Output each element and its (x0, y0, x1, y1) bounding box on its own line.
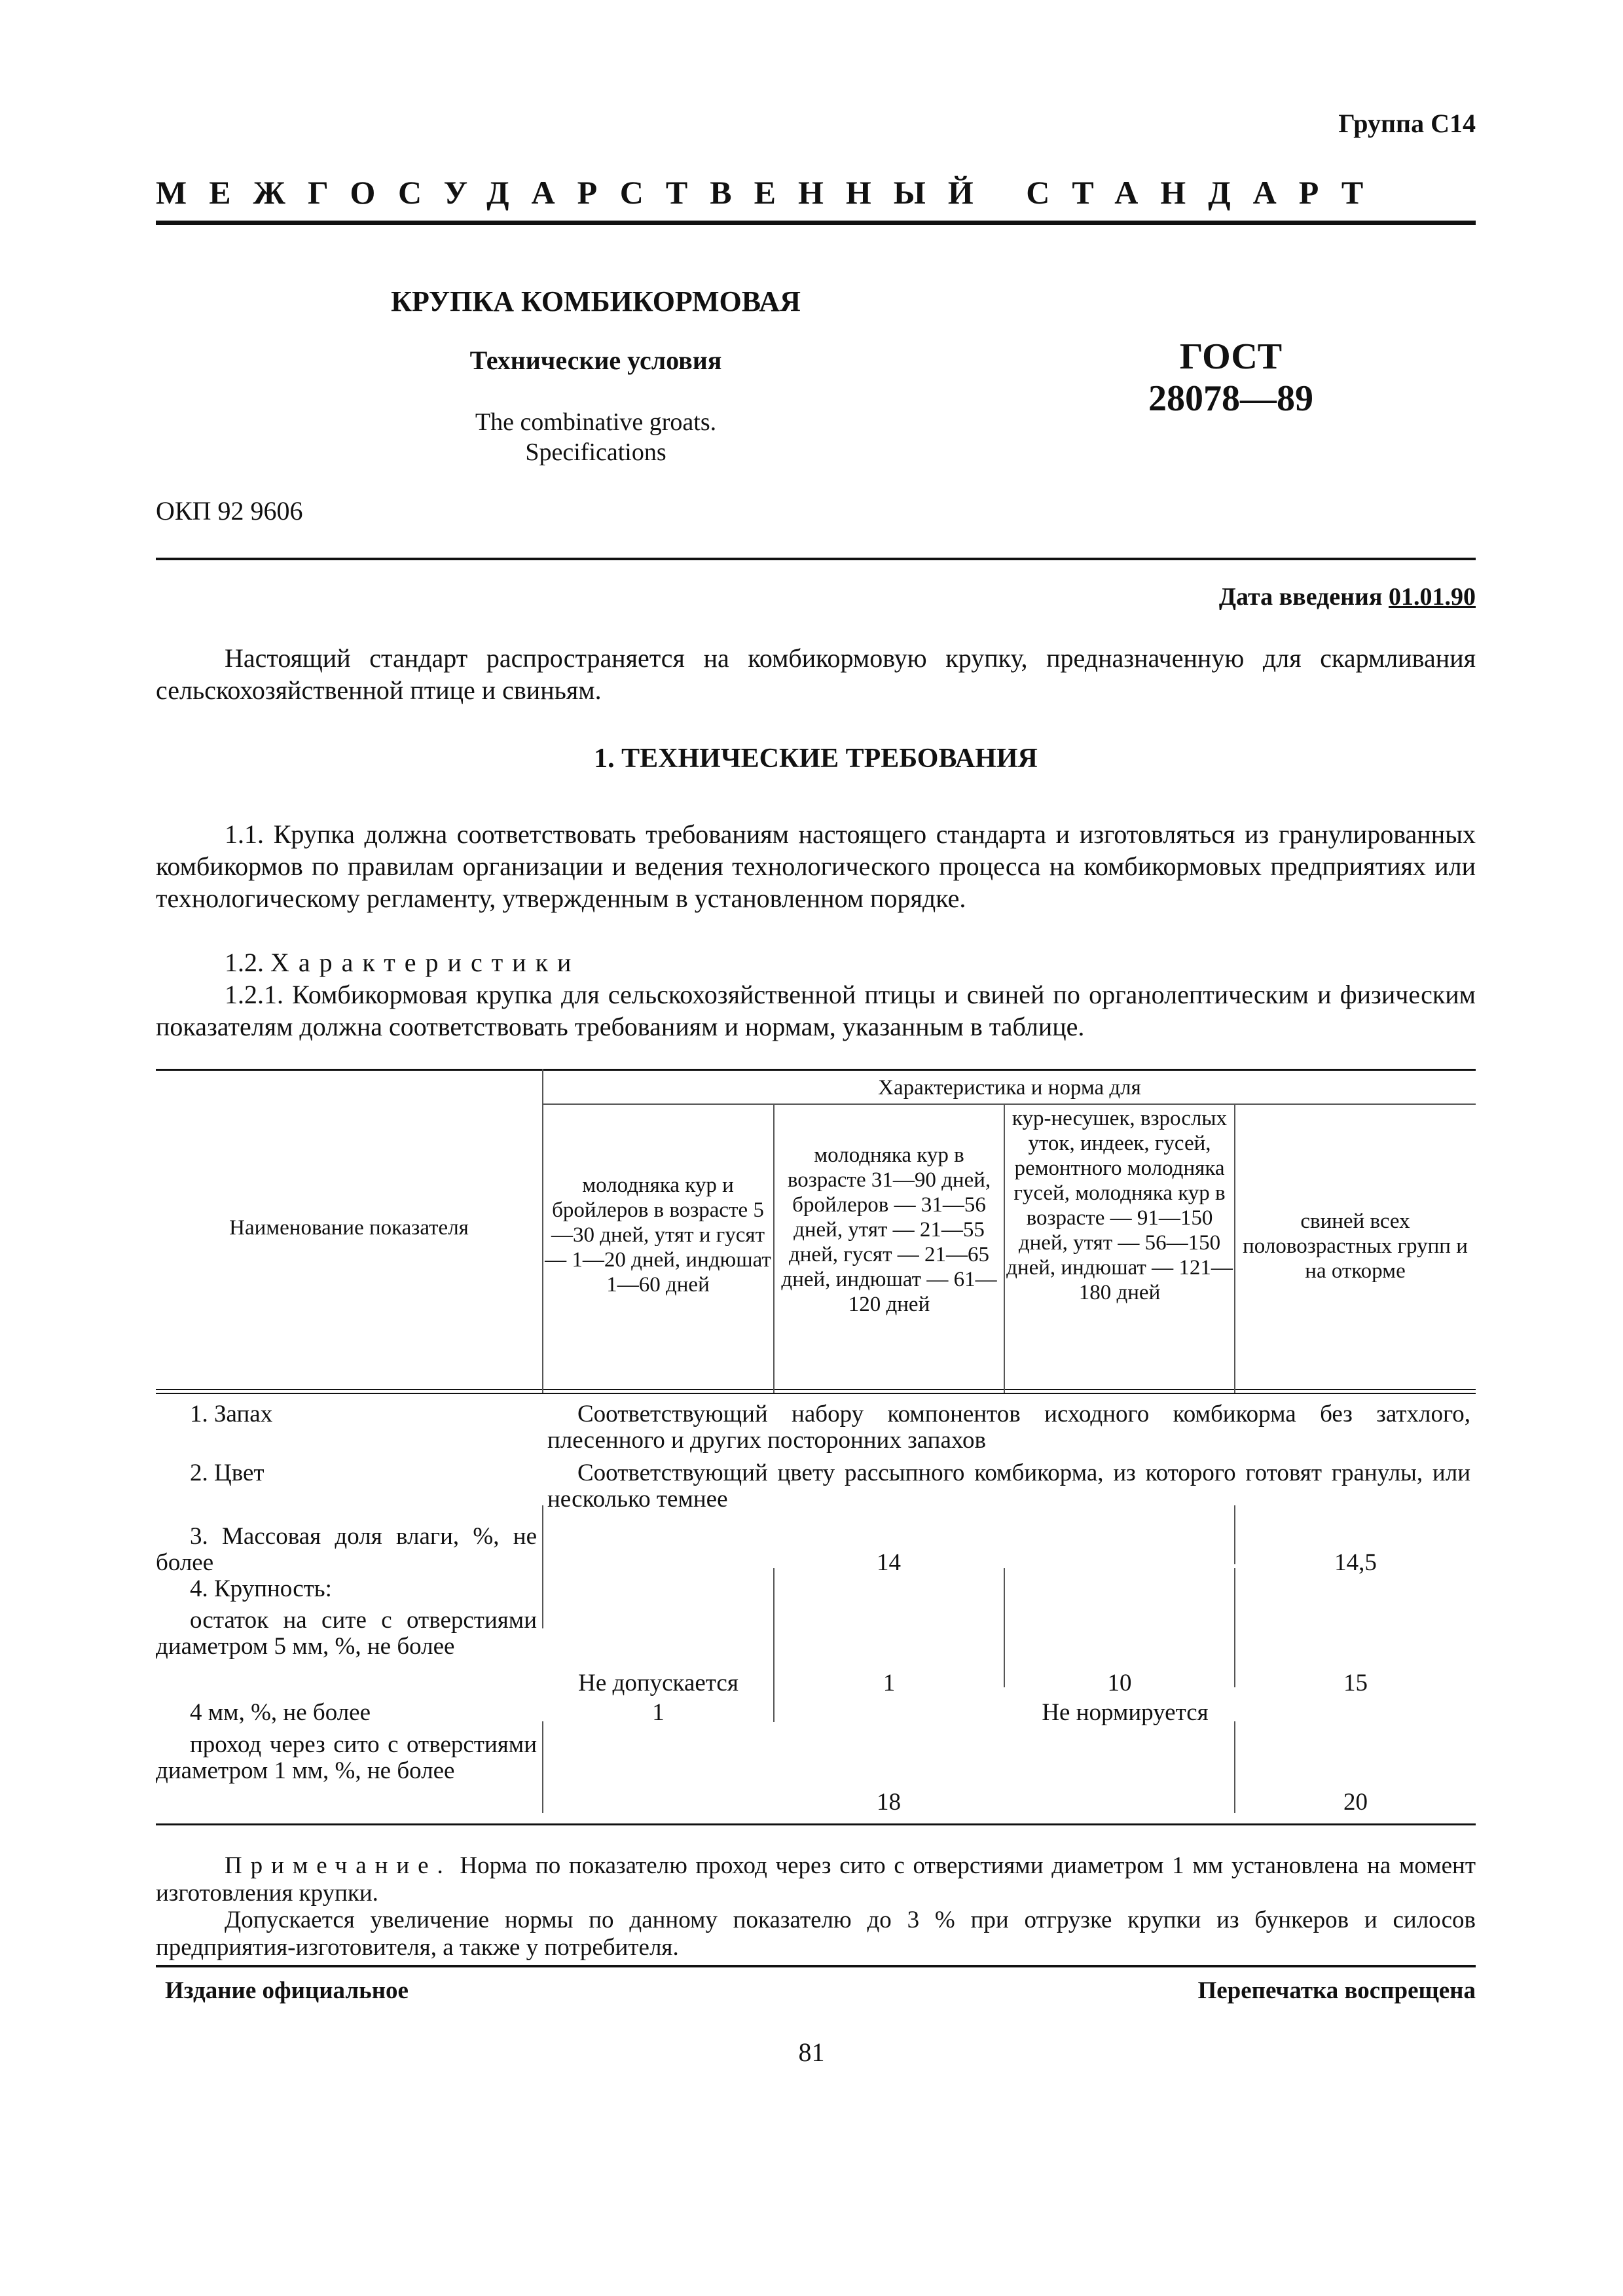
table-header-rule-2 (156, 1393, 1476, 1394)
col-divider-0 (542, 1069, 543, 1393)
row-residue-4mm-other: Не нормируется (1042, 1699, 1209, 1726)
gost-label: ГОСТ (1179, 336, 1283, 377)
row-pass-1mm-value-poultry: 18 (877, 1789, 901, 1816)
row-residue-5mm-col-1: Не допускается (578, 1670, 739, 1696)
body-divider-1 (773, 1568, 775, 1722)
document-title: КРУПКА КОМБИКОРМОВАЯ (391, 285, 801, 317)
table-note-2: Допускается увеличение нормы по данному показателю до 3 % при отгрузке крупки из бункеров и силосов предприятия-изготовителя, а также у потребителя. (156, 1907, 1476, 1961)
interstate-standard-heading: МЕЖГОСУДАРСТВЕННЫЙ СТАНДАРТ (156, 174, 1386, 211)
row-color-value: Соответствующий цвету рассыпного комбикорма, из которого готовят гранулы, или несколько темнее (547, 1460, 1470, 1513)
body-divider-2 (1004, 1568, 1005, 1687)
col-divider-3 (1234, 1105, 1235, 1393)
row-smell-value: Соответствующий набору компонентов исходного комбикорма без затхлого, плесенного и других посторонних запахов (547, 1401, 1470, 1454)
row-size-label: 4. Крупность: (190, 1575, 332, 1602)
table-top-rule (156, 1069, 1476, 1071)
header-col-2: молодняка кур в возрасте 31—90 дней, бройлеров — 31—56 дней, утят — 21—55 дней, гусят — 21—65 дней, индюшат — 61—120 дней (781, 1143, 997, 1316)
header-characteristic-group: Характеристика и норма для (878, 1076, 1141, 1100)
group-code: Группа С14 (1338, 109, 1476, 138)
row-color-label: 2. Цвет (190, 1460, 264, 1486)
subtitle-en-line-2: Specifications (525, 439, 666, 466)
row-residue-4mm-label: 4 мм, %, не более (190, 1699, 371, 1726)
footer-reprint-prohibited: Перепечатка воспрещена (1197, 1977, 1476, 2004)
row-moisture-label: 3. Массовая доля влаги, %, не более (156, 1523, 537, 1576)
intro-paragraph: Настоящий стандарт распространяется на комбикормовую крупку, предназначенную для скармливания сельскохозяйственной птице и свиньям. (156, 643, 1476, 705)
header-col-4: свиней всех половозрастных групп и на откорме (1243, 1210, 1468, 1283)
row-pass-1mm-value-pigs: 20 (1343, 1789, 1368, 1816)
subtitle-en-line-1: The combinative groats. (475, 408, 717, 436)
note-text: Норма по показателю проход через сито с отверстиями диаметром 1 мм установлена на момент изготовления крупки. (156, 1852, 1476, 1907)
table-note (156, 1852, 1476, 1907)
document-subtitle: Технические условия (469, 346, 722, 375)
row-smell-label: 1. Запах (190, 1401, 273, 1427)
note-label: Примечание. (225, 1852, 452, 1879)
paragraph-1-2-1: 1.2.1. Комбикормовая крупка для сельскохозяйственной птицы и свиней по органолептическим и физическим показателям должна соответствовать требованиям и нормам, указанным в таблице. (156, 980, 1476, 1041)
row-moisture-value-pigs: 14,5 (1334, 1549, 1377, 1576)
paragraph-1-2-title: Характеристики (270, 948, 581, 977)
paragraph-1-1: 1.1. Крупка должна соответствовать требованиям настоящего стандарта и изготовляться из гранулированных комбикормов по правилам организации и ведения технологического процесса на комбикормовых предприятиях или технологическому регламенту, утвержденным в установленном порядке. (156, 819, 1476, 913)
section-title: 1. ТЕХНИЧЕСКИЕ ТРЕБОВАНИЯ (594, 744, 1038, 774)
header-indicator-name: Наименование показателя (229, 1216, 469, 1240)
date-label: Дата введения (1218, 583, 1383, 611)
okp-code: ОКП 92 9606 (156, 496, 303, 526)
date-value: 01.01.90 (1389, 583, 1476, 611)
table-bottom-rule (156, 1823, 1476, 1825)
table-group-rule (542, 1103, 1476, 1105)
header-col-3: кур-несушек, взрослых уток, индеек, гусей, ремонтного молодняка гусей, молодняка кур в возрасте — 91—150 дней, утят — 56—150 дней, индюшат — 121—180 дней (1006, 1107, 1233, 1304)
row-residue-5mm-col-2: 1 (883, 1670, 896, 1696)
row-residue-4mm-col-1: 1 (652, 1699, 665, 1726)
row-pass-1mm-label: проход через сито с отверстиями диаметром 1 мм, %, не более (156, 1731, 537, 1784)
header-col-1: молодняка кур и бройлеров в возрасте 5—30 дней, утят и гусят — 1—20 дней, индюшат 1—60 дней (545, 1174, 771, 1297)
row-residue-5mm-col-3: 10 (1107, 1670, 1132, 1696)
gost-number: 28078—89 (1148, 378, 1313, 419)
row-residue-5mm-col-4: 15 (1343, 1670, 1368, 1696)
row-residue-5mm-label: остаток на сите с отверстиями диаметром 5 мм, %, не более (156, 1607, 537, 1660)
paragraph-1-2-number: 1.2. (225, 948, 264, 977)
col-divider-2 (1004, 1105, 1005, 1393)
page-number: 81 (798, 2037, 825, 2067)
row-moisture-value-poultry: 14 (877, 1549, 901, 1576)
table-header-rule-1 (156, 1389, 1476, 1390)
body-divider-3b (1234, 1568, 1235, 1687)
footer-official-edition: Издание официальное (165, 1977, 409, 2004)
footer-rule (156, 1965, 1476, 1967)
col-divider-1 (773, 1105, 775, 1393)
